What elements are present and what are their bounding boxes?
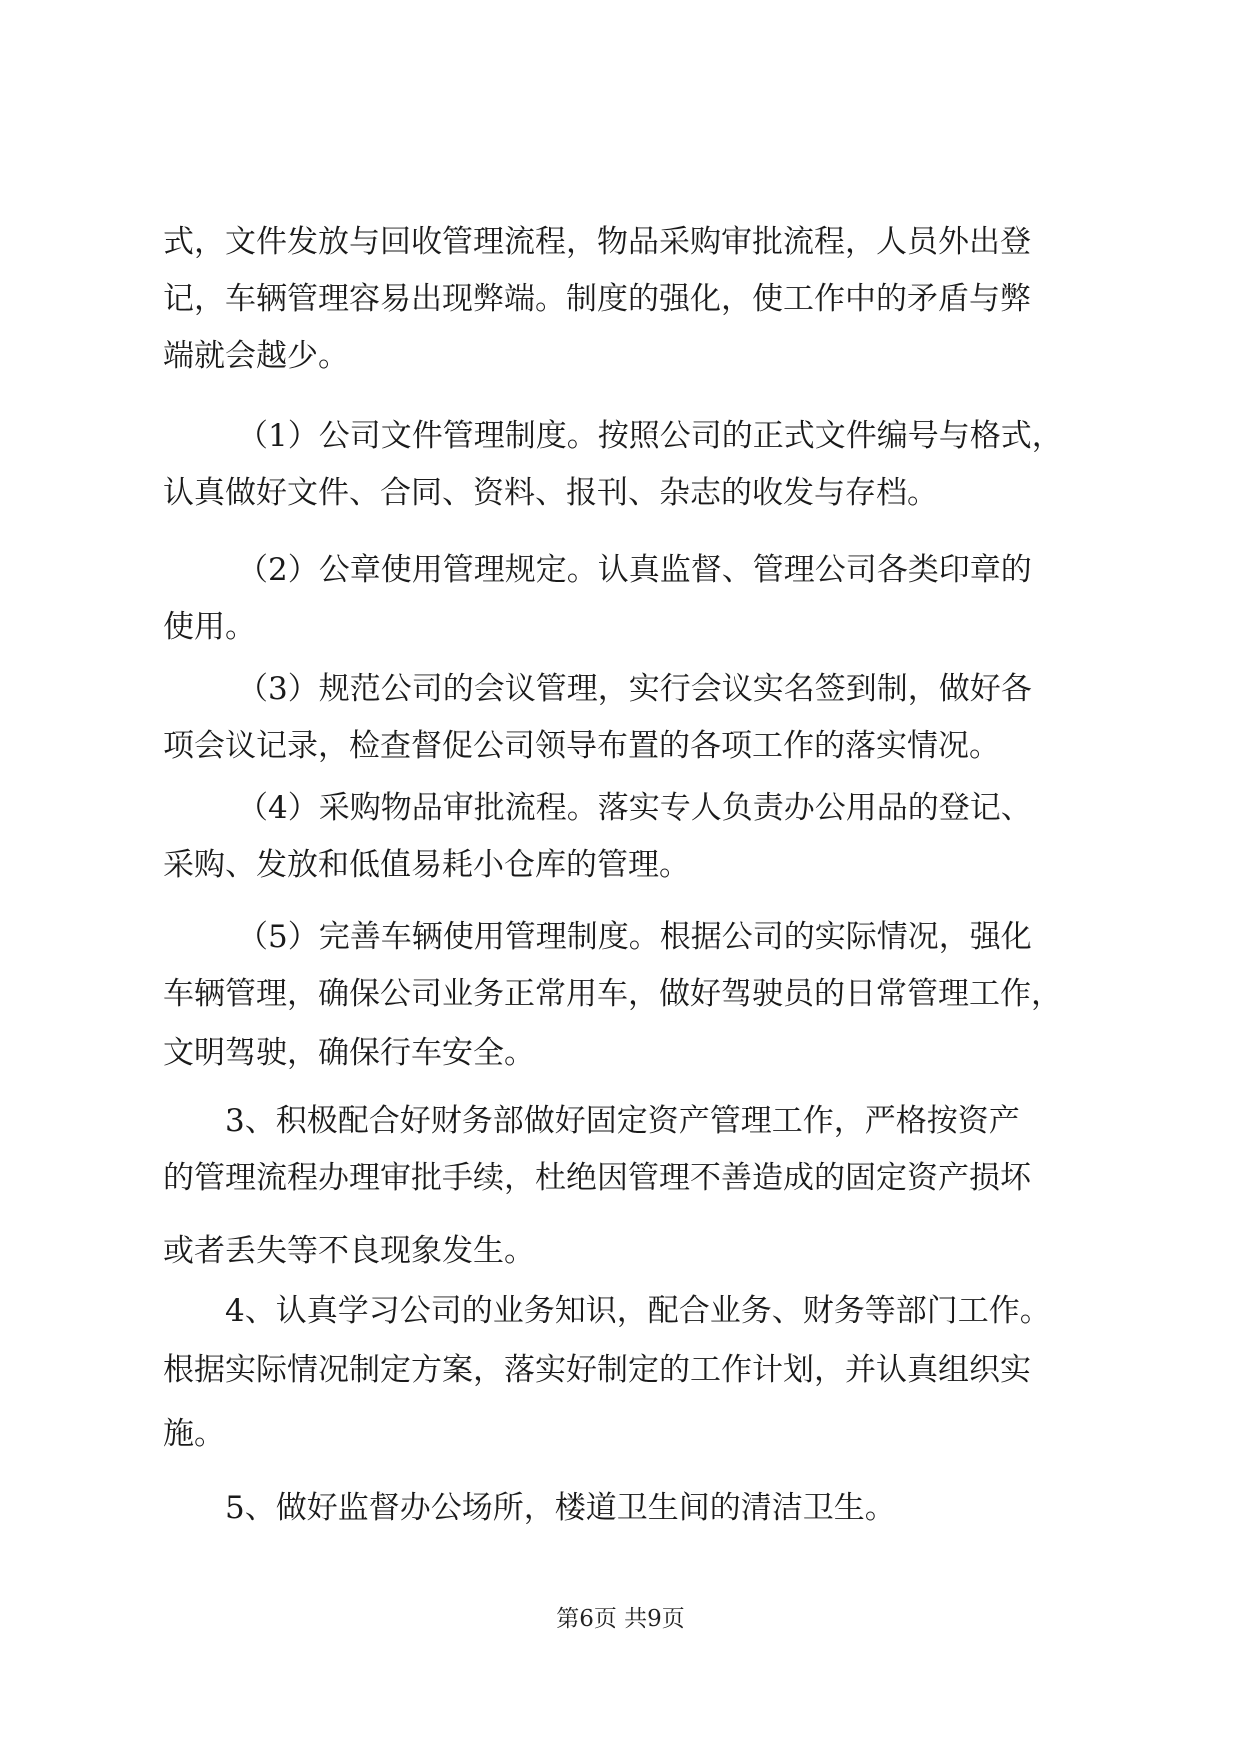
text-line (0, 1291, 1241, 1331)
line-text: 使用。 (163, 609, 256, 645)
line-text: （1）公司文件管理制度。按照公司的正式文件编号与格式， (237, 418, 1063, 454)
line-text: 4、认真学习公司的业务知识，配合业务、财务等部门工作。 (225, 1293, 1051, 1329)
text-line (0, 279, 1241, 319)
line-text: 根据实际情况制定方案，落实好制定的工作计划，并认真组织实 (163, 1352, 1031, 1388)
line-text: 车辆管理，确保公司业务正常用车，做好驾驶员的日常管理工作， (163, 976, 1062, 1012)
text-line (0, 222, 1241, 262)
text-line (0, 1158, 1241, 1198)
line-text: 记，车辆管理容易出现弊端。制度的强化，使工作中的矛盾与弊 (163, 281, 1031, 317)
line-text: 端就会越少。 (163, 338, 349, 374)
text-line (0, 788, 1241, 828)
text-line (0, 917, 1241, 957)
text-line (0, 336, 1241, 376)
text-line (0, 726, 1241, 766)
line-text: （2）公章使用管理规定。认真监督、管理公司各类印章的 (237, 552, 1032, 588)
text-line (0, 1231, 1241, 1271)
line-text: （5）完善车辆使用管理制度。根据公司的实际情况，强化 (237, 919, 1032, 955)
text-line (0, 1414, 1241, 1454)
line-text: （3）规范公司的会议管理，实行会议实名签到制，做好各 (237, 671, 1032, 707)
line-text: 认真做好文件、合同、资料、报刊、杂志的收发与存档。 (163, 475, 938, 511)
line-text: 的管理流程办理审批手续，杜绝因管理不善造成的固定资产损坏 (163, 1160, 1031, 1196)
text-line (0, 607, 1241, 647)
text-line (0, 416, 1241, 456)
line-text: 5、做好监督办公场所，楼道卫生间的清洁卫生。 (225, 1490, 896, 1526)
text-line (0, 550, 1241, 590)
text-line (0, 473, 1241, 513)
text-line (0, 1350, 1241, 1390)
line-text: 项会议记录，检查督促公司领导布置的各项工作的落实情况。 (163, 728, 1000, 764)
text-line (0, 845, 1241, 885)
line-text: 施。 (163, 1416, 225, 1452)
line-text: 或者丢失等不良现象发生。 (163, 1233, 535, 1269)
line-text: 文明驾驶，确保行车安全。 (163, 1035, 535, 1071)
line-text: 采购、发放和低值易耗小仓库的管理。 (163, 847, 690, 883)
text-line (0, 974, 1241, 1014)
text-line (0, 1033, 1241, 1073)
text-line (0, 1101, 1241, 1141)
text-line (0, 669, 1241, 709)
text-line (0, 1488, 1241, 1528)
line-text: 式，文件发放与回收管理流程，物品采购审批流程，人员外出登 (163, 224, 1031, 260)
page-number-footer: 第6页 共9页 (556, 1606, 685, 1632)
line-text: （4）采购物品审批流程。落实专人负责办公用品的登记、 (237, 790, 1032, 826)
line-text: 3、积极配合好财务部做好固定资产管理工作，严格按资产 (225, 1103, 1020, 1139)
